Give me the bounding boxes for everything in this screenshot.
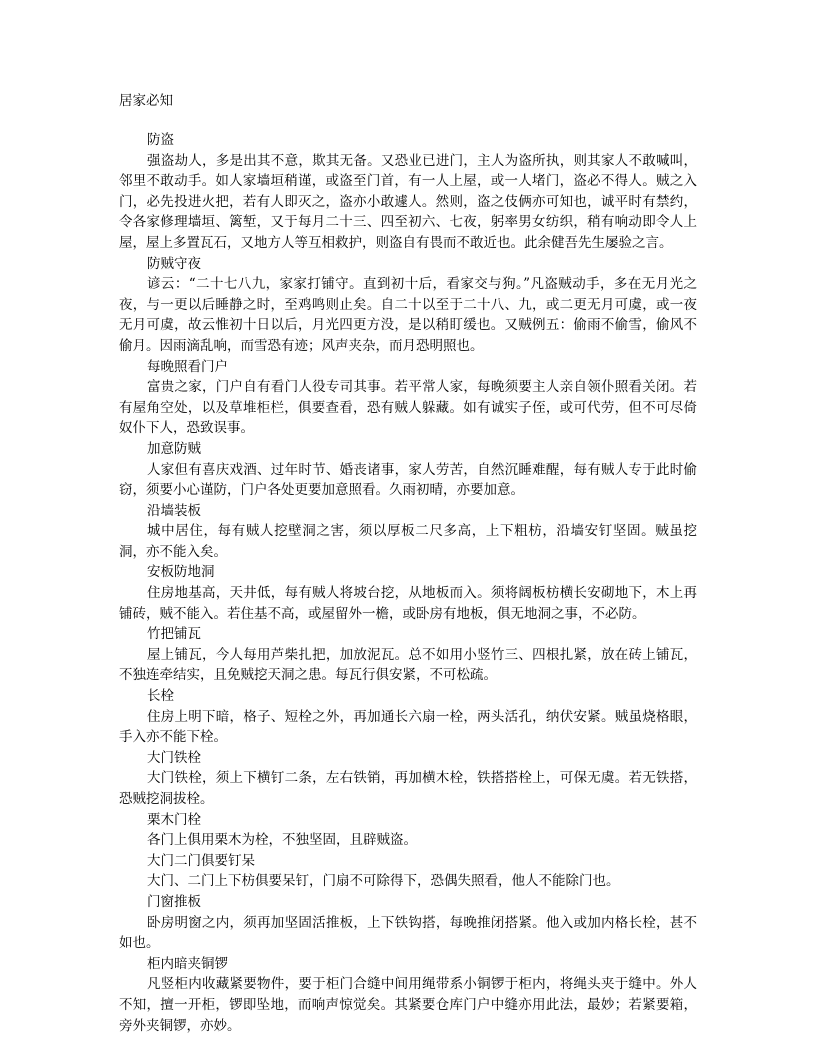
section-paragraph: 谚云：“二十七八九，家家打铺守。直到初十后，看家交与狗。”凡盗贼动手，多在无月光之夜，与一更以后睡静之时，至鸡鸣则止矣。自二十以至于二十八、九，或二更无月可虞，或一夜无月可虞，故云惟初十日以后，月光四更方没，是以稍盯缓也。又贼例五：偷雨不偷雪，偷风不偷月。因雨滴乱响，而雪恐有迹；风声夹杂，而月恐明照也。 bbox=[119, 276, 697, 354]
section bbox=[119, 851, 697, 892]
section-heading: 沿墙装板 bbox=[147, 502, 201, 519]
section bbox=[119, 810, 697, 851]
section-heading: 栗木门栓 bbox=[147, 811, 201, 828]
section-heading: 大门铁栓 bbox=[147, 749, 201, 766]
section bbox=[119, 686, 697, 748]
section bbox=[119, 439, 697, 501]
section-paragraph: 人家但有喜庆戏酒、过年时节、婚丧诸事，家人劳苦，自然沉睡难醒，每有贼人专于此时偷窃，须要小心谨防，门户各处更要加意照看。久雨初晴，亦要加意。 bbox=[119, 461, 697, 499]
section-paragraph: 屋上铺瓦，今人每用芦柴扎把，加放泥瓦。总不如用小竖竹三、四根扎紧，放在砖上铺瓦，不独连牵结实，且免贼挖天洞之患。每瓦行俱安紧，不可松疏。 bbox=[119, 646, 697, 684]
section-paragraph: 大门铁栓，须上下横钉二条，左右铁销，再加横木栓，铁搭搭栓上，可保无虞。若无铁搭，恐贼挖洞拔栓。 bbox=[119, 770, 697, 807]
section-paragraph: 城中居住，每有贼人挖壁洞之害，须以厚板二尺多高，上下粗枋，沿墙安钉坚固。贼虽挖洞，亦不能入矣。 bbox=[119, 523, 697, 560]
section-heading: 防贼守夜 bbox=[147, 255, 201, 272]
section bbox=[119, 954, 697, 1036]
document-body bbox=[119, 130, 697, 1036]
section-paragraph: 强盗劫人，多是出其不意，欺其无备。又恐业已进门，主人为盗所执，则其家人不敢喊叫，邻里不敢动手。如人家墙垣稍谨，或盗至门首，有一人上屋，或一人堵门，盗必不得人。贼之入门，必先投进火把，若有人即灭之，盗亦小敢遽人。然则，盗之伎俩亦可知也，诚平时有禁约，令各家修理墙垣、篱堑，又于每月二十三、四至初六、七夜，躬率男女纺织，稍有响动即令人上屋，屋上多置瓦石，又地方人等互相救护，则盗自有畏而不敢近也。此余健吾先生屡验之言。 bbox=[119, 152, 697, 251]
section-heading: 长栓 bbox=[147, 688, 174, 705]
section-paragraph: 凡竖柜内收藏紧要物件，要于柜门合缝中间用绳带系小铜锣于柜内，将绳头夹于缝中。外人不知，擅一开柜，锣即坠地，而响声惊觉矣。其紧要仓库门户中缝亦用此法，最妙；若紧要箱，旁外夹铜锣，亦妙。 bbox=[119, 976, 697, 1034]
section bbox=[119, 748, 697, 810]
section-heading: 竹把铺瓦 bbox=[147, 626, 201, 643]
section-paragraph: 大门、二门上下枋俱要呆钉，门扇不可除得下，恐偶失照看，他人不能除门也。 bbox=[147, 873, 620, 890]
section bbox=[119, 562, 697, 624]
section-paragraph: 卧房明窗之内，须再加坚固活推板，上下铁钩搭，每晚推闭搭紧。他入或加内格长栓，甚不如也。 bbox=[119, 914, 697, 952]
section bbox=[119, 130, 697, 254]
document-title: 居家必知 bbox=[119, 93, 173, 109]
section bbox=[119, 892, 697, 954]
section-heading: 柜内暗夹铜锣 bbox=[147, 955, 228, 972]
section-heading: 大门二门俱要钉呆 bbox=[147, 852, 255, 869]
section-heading: 安板防地洞 bbox=[147, 564, 215, 581]
section-heading: 每晚照看门户 bbox=[147, 358, 228, 375]
section bbox=[119, 501, 697, 563]
section-paragraph: 各门上俱用栗木为栓，不独坚固，且辟贼盗。 bbox=[147, 832, 417, 849]
section-heading: 门窗推板 bbox=[147, 893, 201, 910]
section-heading: 防盗 bbox=[147, 132, 174, 148]
section-paragraph: 富贵之家，门户自有看门人役专司其事。若平常人家，每晚须要主人亲自领仆照看关闭。若有屋角空处，以及草堆柜栏，俱要查看，恐有贼人躲藏。如有诚实子侄，或可代劳，但不可尽倚奴仆下人，恐致误事。 bbox=[119, 379, 697, 437]
section-paragraph: 住房地基高，天井低，每有贼人将坡台挖，从地板而入。须将阔板枋横长安砌地下，木上再铺砖，贼不能入。若住基不高，或屋留外一檐，或卧房有地板，俱无地洞之事，不必防。 bbox=[119, 585, 697, 622]
section-heading: 加意防贼 bbox=[147, 440, 201, 457]
section bbox=[119, 254, 697, 357]
section bbox=[119, 624, 697, 686]
section-paragraph: 住房上明下暗，格子、短栓之外，再加通长六扇一栓，两头活孔，纳伏安紧。贼虽烧格眼，手入亦不能下栓。 bbox=[119, 708, 697, 746]
section bbox=[119, 357, 697, 439]
